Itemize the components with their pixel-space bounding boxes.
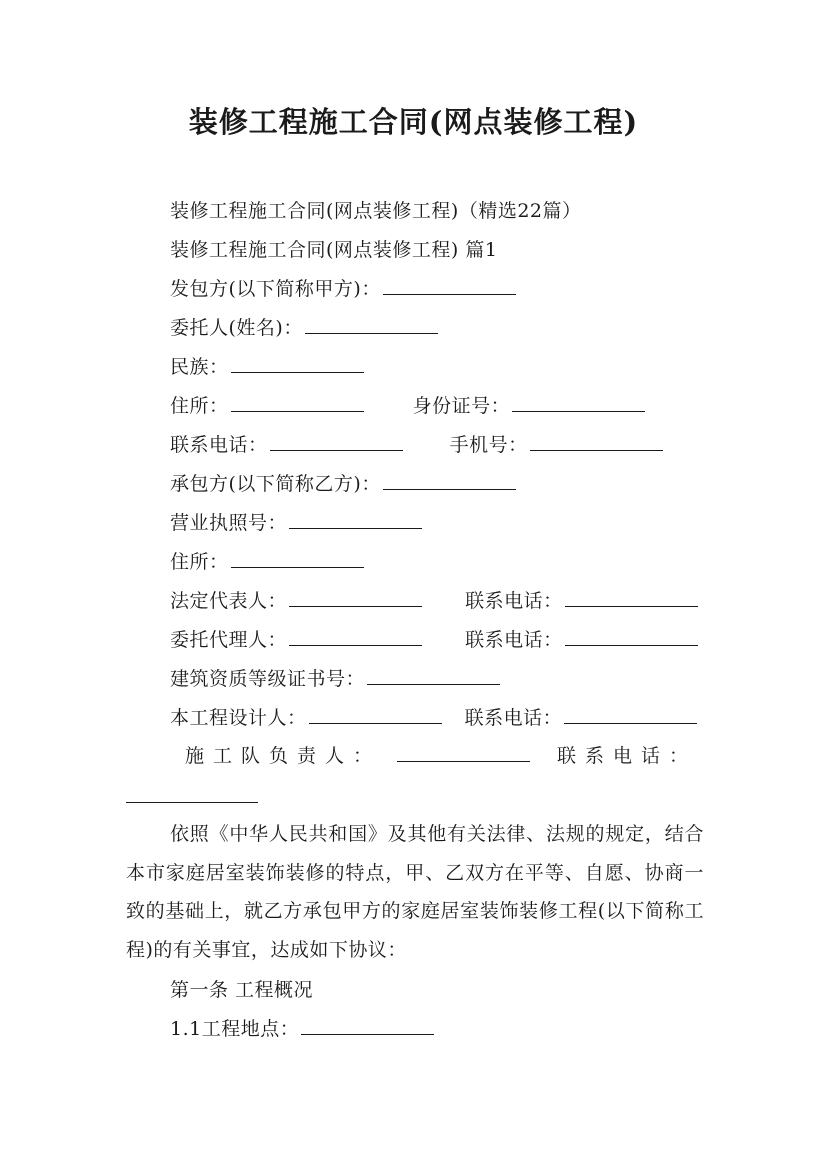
qualification-blank[interactable] bbox=[367, 666, 500, 685]
article-1-heading: 第一条 工程概况 bbox=[170, 979, 314, 1001]
address-blank[interactable] bbox=[231, 393, 364, 412]
document-title: 装修工程施工合同(网点装修工程) bbox=[188, 105, 639, 139]
chapter-heading: 装修工程施工合同(网点装修工程) 篇1 bbox=[170, 239, 498, 261]
phone-label: 联系电话： bbox=[170, 434, 268, 456]
designer-label: 本工程设计人： bbox=[170, 707, 307, 729]
designer-row bbox=[170, 705, 697, 731]
address2-blank[interactable] bbox=[231, 549, 364, 568]
team-leader-phone-label: 联系电话： bbox=[556, 745, 697, 767]
team-leader-row bbox=[185, 743, 697, 769]
proxy-row bbox=[170, 627, 698, 653]
id-number-label: 身份证号： bbox=[412, 395, 511, 417]
contractor-blank[interactable] bbox=[383, 471, 516, 490]
proxy-phone-label: 联系电话： bbox=[465, 629, 563, 651]
mobile-blank[interactable] bbox=[530, 432, 663, 451]
item-1-1-label: 1.1工程地点： bbox=[170, 1018, 300, 1040]
designer-phone-label: 联系电话： bbox=[464, 707, 563, 729]
contractor-row bbox=[170, 471, 516, 497]
designer-blank[interactable] bbox=[309, 705, 442, 724]
ethnicity-row bbox=[170, 354, 364, 380]
agent-blank[interactable] bbox=[305, 315, 438, 334]
team-leader-label: 施工队负责人： bbox=[185, 745, 382, 767]
proxy-blank[interactable] bbox=[289, 627, 422, 646]
legal-rep-blank[interactable] bbox=[289, 588, 422, 607]
phone-blank[interactable] bbox=[270, 432, 403, 451]
legal-rep-phone-blank[interactable] bbox=[565, 588, 698, 607]
preamble-paragraph: 依照《中华人民共和国》及其他有关法律、法规的规定，结合本市家庭居室装饰装修的特点，甲、乙双方在平等、自愿、协商一致的基础上，就乙方承包甲方的家庭居室装饰装修工程(以下简称工程)的有关事宜，达成如下协议： bbox=[126, 823, 704, 962]
team-leader-phone-blank[interactable] bbox=[126, 782, 258, 803]
document-subtitle: 装修工程施工合同(网点装修工程)（精选22篇） bbox=[170, 200, 582, 222]
employer-row bbox=[170, 276, 516, 302]
license-label: 营业执照号： bbox=[170, 512, 288, 534]
legal-rep-label: 法定代表人： bbox=[170, 590, 288, 612]
employer-blank[interactable] bbox=[383, 276, 516, 295]
legal-rep-phone-label: 联系电话： bbox=[465, 590, 563, 612]
license-blank[interactable] bbox=[289, 510, 422, 529]
address2-label: 住所： bbox=[170, 551, 229, 573]
item-1-1-row bbox=[170, 1016, 434, 1042]
mobile-label: 手机号： bbox=[449, 434, 528, 456]
address2-row bbox=[170, 549, 364, 575]
address-label: 住所： bbox=[170, 395, 229, 417]
qualification-label: 建筑资质等级证书号： bbox=[170, 668, 366, 690]
employer-label: 发包方(以下简称甲方)： bbox=[170, 278, 381, 300]
team-leader-blank[interactable] bbox=[397, 743, 530, 762]
ethnicity-blank[interactable] bbox=[231, 354, 364, 373]
proxy-label: 委托代理人： bbox=[170, 629, 288, 651]
ethnicity-label: 民族： bbox=[170, 356, 229, 378]
qualification-row bbox=[170, 666, 500, 692]
item-1-1-blank[interactable] bbox=[301, 1016, 434, 1035]
designer-phone-blank[interactable] bbox=[564, 705, 697, 724]
license-row bbox=[170, 510, 422, 536]
phone-row bbox=[170, 432, 663, 458]
address-row bbox=[170, 393, 645, 419]
proxy-phone-blank[interactable] bbox=[565, 627, 698, 646]
id-number-blank[interactable] bbox=[512, 393, 645, 412]
agent-label: 委托人(姓名)： bbox=[170, 317, 303, 339]
legal-rep-row bbox=[170, 588, 698, 614]
agent-row bbox=[170, 315, 438, 341]
contractor-label: 承包方(以下简称乙方)： bbox=[170, 473, 381, 495]
